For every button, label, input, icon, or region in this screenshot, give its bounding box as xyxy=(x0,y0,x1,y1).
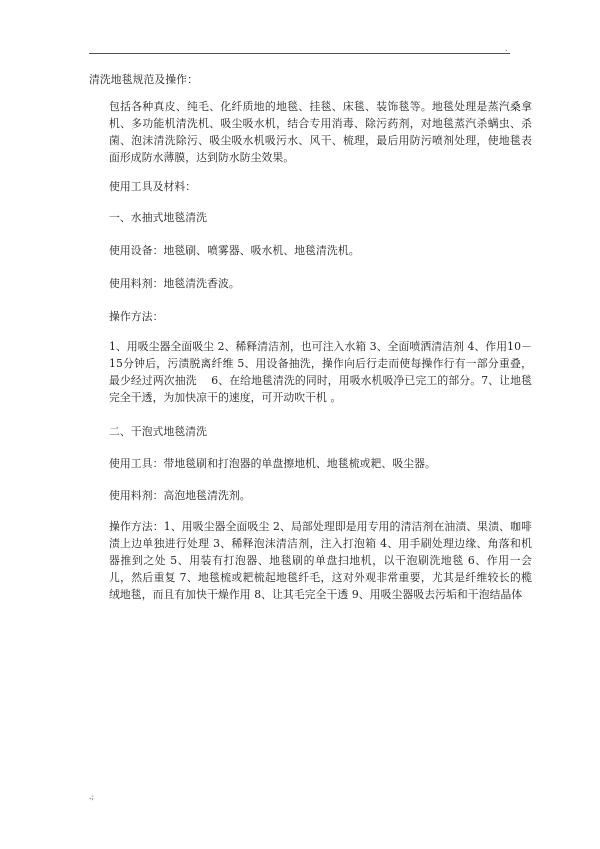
tools-heading: 使用工具及材料： xyxy=(109,180,197,193)
document-title: 清洗地毯规范及操作： xyxy=(89,73,198,86)
footer-mark: .; xyxy=(89,792,95,801)
section1-agent: 使用料剂：地毯清洗香波。 xyxy=(109,277,240,290)
section1-method-heading: 操作方法： xyxy=(109,310,164,323)
intro-paragraph: 包括各种真皮、纯毛、化纤质地的地毯、挂毯、床毯、装饰毯等。地毯处理是蒸汽桑拿机、多功能机清洗机、吸尘吸水机，结合专用消毒、除污药剂，对地毯蒸汽杀螨虫、杀菌、泡沫清洗除污、吸尘吸水机吸污水、风干、梳理，最后用防污喷剂处理，使地毯表面形成防水薄膜，达到防水防尘效果。 xyxy=(109,100,532,164)
section1-steps: 1、用吸尘器全面吸尘 2、稀释清洁剂，也可注入水箱 3、全面喷洒清洁剂 4、作用10－15分钟后，污渍脱离纤维 5、用设备抽洗，操作向后行走而使每操作行有一部分重叠，最少经过两次抽洗 6、在给地毯清洗的同时，用吸水机吸净已完工的部分。7、让地毯完全干透，为加快凉干的速度，可开动吹干机 。 xyxy=(109,340,532,404)
section2-tools: 使用工具：带地毯刷和打泡器的单盘擦地机、地毯梳或耙、吸尘器。 xyxy=(109,457,436,470)
section1-equipment: 使用设备：地毯刷、喷雾器、吸水机、地毯清洗机。 xyxy=(109,244,360,257)
section1-heading: 一、水抽式地毯清洗 xyxy=(109,211,208,224)
section2-steps: 操作方法：1、用吸尘器全面吸尘 2、局部处理即是用专用的清洁剂在油渍、果渍、咖啡渍上边单独进行处理 3、稀释泡沫清洁剂，注入打泡箱 4、用手刷处理边缘、角落和机器推到之处 5、用装有打泡器、地毯刷的单盘扫地机，以干泡刷洗地毯 6、作用一会儿，然后重复 7、地毯梳或耙梳起地毯纤毛，这对外观非常重要，尤其是纤维较长的榄绒地毯，而且有加快干燥作用 8、让其毛完全干透 9、用吸尘器吸去污垢和干泡结晶体 xyxy=(109,520,532,601)
section2-heading: 二、干泡式地毯清洗 xyxy=(109,425,208,438)
header-rule xyxy=(89,53,510,54)
section2-agent: 使用料剂：高泡地毯清洗剂。 xyxy=(109,489,251,502)
header-mark: . xyxy=(505,44,508,53)
